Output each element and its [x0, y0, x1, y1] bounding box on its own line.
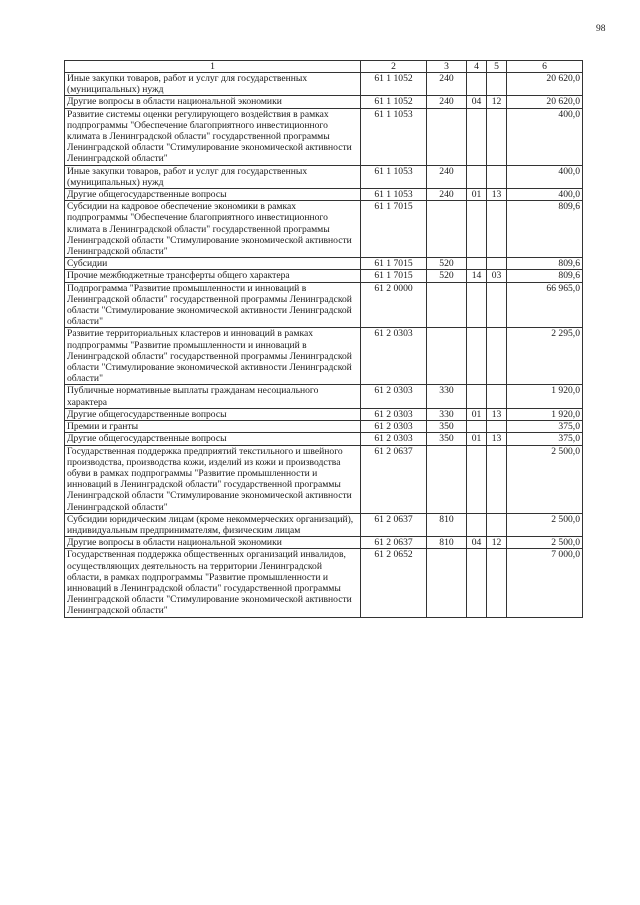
row-section: 04 [467, 537, 487, 549]
row-amount: 20 620,0 [507, 96, 583, 108]
row-code: 61 1 7015 [361, 258, 427, 270]
row-name: Прочие межбюджетные трансферты общего характера [65, 270, 361, 282]
row-section [467, 282, 487, 328]
row-code: 61 1 7015 [361, 201, 427, 258]
row-amount: 2 500,0 [507, 537, 583, 549]
table-row [65, 328, 583, 385]
row-section [467, 421, 487, 433]
row-expense-type: 810 [427, 513, 467, 536]
row-expense-type: 350 [427, 433, 467, 445]
row-expense-type: 240 [427, 96, 467, 108]
row-expense-type [427, 108, 467, 165]
row-section [467, 165, 487, 188]
row-subsection [487, 165, 507, 188]
row-section [467, 445, 487, 513]
row-expense-type: 520 [427, 258, 467, 270]
row-name: Другие общегосударственные вопросы [65, 433, 361, 445]
row-code: 61 2 0637 [361, 537, 427, 549]
row-code: 61 2 0637 [361, 445, 427, 513]
row-amount: 809,6 [507, 270, 583, 282]
header-col-3: 3 [427, 61, 467, 73]
row-expense-type [427, 201, 467, 258]
row-amount: 2 500,0 [507, 513, 583, 536]
row-section [467, 549, 487, 617]
header-row [65, 61, 583, 73]
row-expense-type: 240 [427, 165, 467, 188]
row-code: 61 2 0303 [361, 408, 427, 420]
row-section [467, 108, 487, 165]
row-name: Иные закупки товаров, работ и услуг для государственных (муниципальных) нужд [65, 73, 361, 96]
table-row [65, 165, 583, 188]
row-amount: 375,0 [507, 421, 583, 433]
row-expense-type: 330 [427, 385, 467, 408]
row-section [467, 513, 487, 536]
row-amount: 2 295,0 [507, 328, 583, 385]
row-expense-type: 520 [427, 270, 467, 282]
row-name: Государственная поддержка общественных организаций инвалидов, осуществляющих деятельность на территории Ленинградской области, в рамках подпрограммы "Развитие промышленности и инноваций в Ленинградской области" государственной программы Ленинградской области "Стимулирование экономической активности Ленинградской области" [65, 549, 361, 617]
row-section: 01 [467, 433, 487, 445]
table-row [65, 201, 583, 258]
header-col-2: 2 [361, 61, 427, 73]
row-amount: 400,0 [507, 165, 583, 188]
row-subsection: 12 [487, 96, 507, 108]
row-code: 61 2 0303 [361, 328, 427, 385]
row-section: 01 [467, 189, 487, 201]
table-row [65, 445, 583, 513]
row-code: 61 1 1053 [361, 165, 427, 188]
row-section [467, 385, 487, 408]
row-subsection [487, 108, 507, 165]
row-name: Другие общегосударственные вопросы [65, 189, 361, 201]
row-expense-type [427, 282, 467, 328]
row-amount: 1 920,0 [507, 408, 583, 420]
header-col-6: 6 [507, 61, 583, 73]
row-subsection [487, 549, 507, 617]
table-row [65, 408, 583, 420]
row-amount: 809,6 [507, 258, 583, 270]
row-code: 61 2 0303 [361, 433, 427, 445]
row-expense-type [427, 328, 467, 385]
row-section [467, 258, 487, 270]
row-section [467, 201, 487, 258]
row-section [467, 328, 487, 385]
table-row [65, 96, 583, 108]
table-row [65, 549, 583, 617]
row-code: 61 2 0303 [361, 385, 427, 408]
row-code: 61 1 1052 [361, 73, 427, 96]
table-row [65, 421, 583, 433]
table-row [65, 537, 583, 549]
table-row [65, 433, 583, 445]
row-code: 61 2 0652 [361, 549, 427, 617]
table-header [65, 61, 583, 73]
row-section: 04 [467, 96, 487, 108]
row-name: Иные закупки товаров, работ и услуг для государственных (муниципальных) нужд [65, 165, 361, 188]
row-amount: 1 920,0 [507, 385, 583, 408]
header-col-4: 4 [467, 61, 487, 73]
row-name: Субсидии на кадровое обеспечение экономики в рамках подпрограммы "Обеспечение благоприятного инвестиционного климата в Ленинградской области" государственной программы Ленинградской области "Стимулирование экономической активности Ленинградской области" [65, 201, 361, 258]
table-row [65, 385, 583, 408]
row-name: Публичные нормативные выплаты гражданам несоциального характера [65, 385, 361, 408]
table-row [65, 73, 583, 96]
table-row [65, 282, 583, 328]
row-subsection: 13 [487, 433, 507, 445]
row-code: 61 1 1053 [361, 189, 427, 201]
row-expense-type: 240 [427, 189, 467, 201]
table-row [65, 513, 583, 536]
table-row [65, 189, 583, 201]
page-number: 98 [596, 24, 606, 34]
row-code: 61 1 7015 [361, 270, 427, 282]
row-subsection [487, 421, 507, 433]
row-amount: 400,0 [507, 108, 583, 165]
row-subsection [487, 328, 507, 385]
row-subsection [487, 282, 507, 328]
budget-table [64, 60, 583, 618]
row-name: Субсидии юридическим лицам (кроме некоммерческих организаций), индивидуальным предпринимателям, физическим лицам [65, 513, 361, 536]
row-section: 01 [467, 408, 487, 420]
row-expense-type: 240 [427, 73, 467, 96]
row-subsection [487, 445, 507, 513]
row-amount: 66 965,0 [507, 282, 583, 328]
table-body [65, 73, 583, 618]
row-amount: 375,0 [507, 433, 583, 445]
row-subsection [487, 513, 507, 536]
row-subsection [487, 258, 507, 270]
row-name: Субсидии [65, 258, 361, 270]
row-name: Премии и гранты [65, 421, 361, 433]
row-code: 61 2 0637 [361, 513, 427, 536]
table-row [65, 270, 583, 282]
row-expense-type: 810 [427, 537, 467, 549]
row-expense-type [427, 445, 467, 513]
row-amount: 7 000,0 [507, 549, 583, 617]
row-amount: 400,0 [507, 189, 583, 201]
row-code: 61 1 1052 [361, 96, 427, 108]
row-code: 61 1 1053 [361, 108, 427, 165]
table-row [65, 108, 583, 165]
row-name: Другие вопросы в области национальной экономики [65, 537, 361, 549]
row-subsection: 12 [487, 537, 507, 549]
row-section: 14 [467, 270, 487, 282]
row-subsection: 13 [487, 189, 507, 201]
row-code: 61 2 0303 [361, 421, 427, 433]
row-name: Другие вопросы в области национальной экономики [65, 96, 361, 108]
row-expense-type: 350 [427, 421, 467, 433]
row-expense-type: 330 [427, 408, 467, 420]
row-subsection [487, 73, 507, 96]
row-section [467, 73, 487, 96]
row-expense-type [427, 549, 467, 617]
row-amount: 2 500,0 [507, 445, 583, 513]
table-row [65, 258, 583, 270]
row-amount: 809,6 [507, 201, 583, 258]
row-amount: 20 620,0 [507, 73, 583, 96]
header-col-5: 5 [487, 61, 507, 73]
row-name: Государственная поддержка предприятий текстильного и швейного производства, производства кожи, изделий из кожи и производства обуви в рамках подпрограммы "Развитие промышленности и инноваций в Ленинградской области" государственной программы Ленинградской области "Стимулирование экономической активности Ленинградской области" [65, 445, 361, 513]
row-name: Другие общегосударственные вопросы [65, 408, 361, 420]
row-name: Развитие системы оценки регулирующего воздействия в рамках подпрограммы "Обеспечение благоприятного инвестиционного климата в Ленинградской области" государственной программы Ленинградской области "Стимулирование экономической активности Ленинградской области" [65, 108, 361, 165]
row-name: Развитие территориальных кластеров и инноваций в рамках подпрограммы "Развитие промышленности и инноваций в Ленинградской области" государственной программы Ленинградской области "Стимулирование экономической активности Ленинградской области" [65, 328, 361, 385]
row-subsection: 03 [487, 270, 507, 282]
row-code: 61 2 0000 [361, 282, 427, 328]
row-subsection [487, 385, 507, 408]
header-col-1: 1 [65, 61, 361, 73]
row-subsection: 13 [487, 408, 507, 420]
row-subsection [487, 201, 507, 258]
row-name: Подпрограмма "Развитие промышленности и инноваций в Ленинградской области" государственной программы Ленинградской области "Стимулирование экономической активности Ленинградской области" [65, 282, 361, 328]
